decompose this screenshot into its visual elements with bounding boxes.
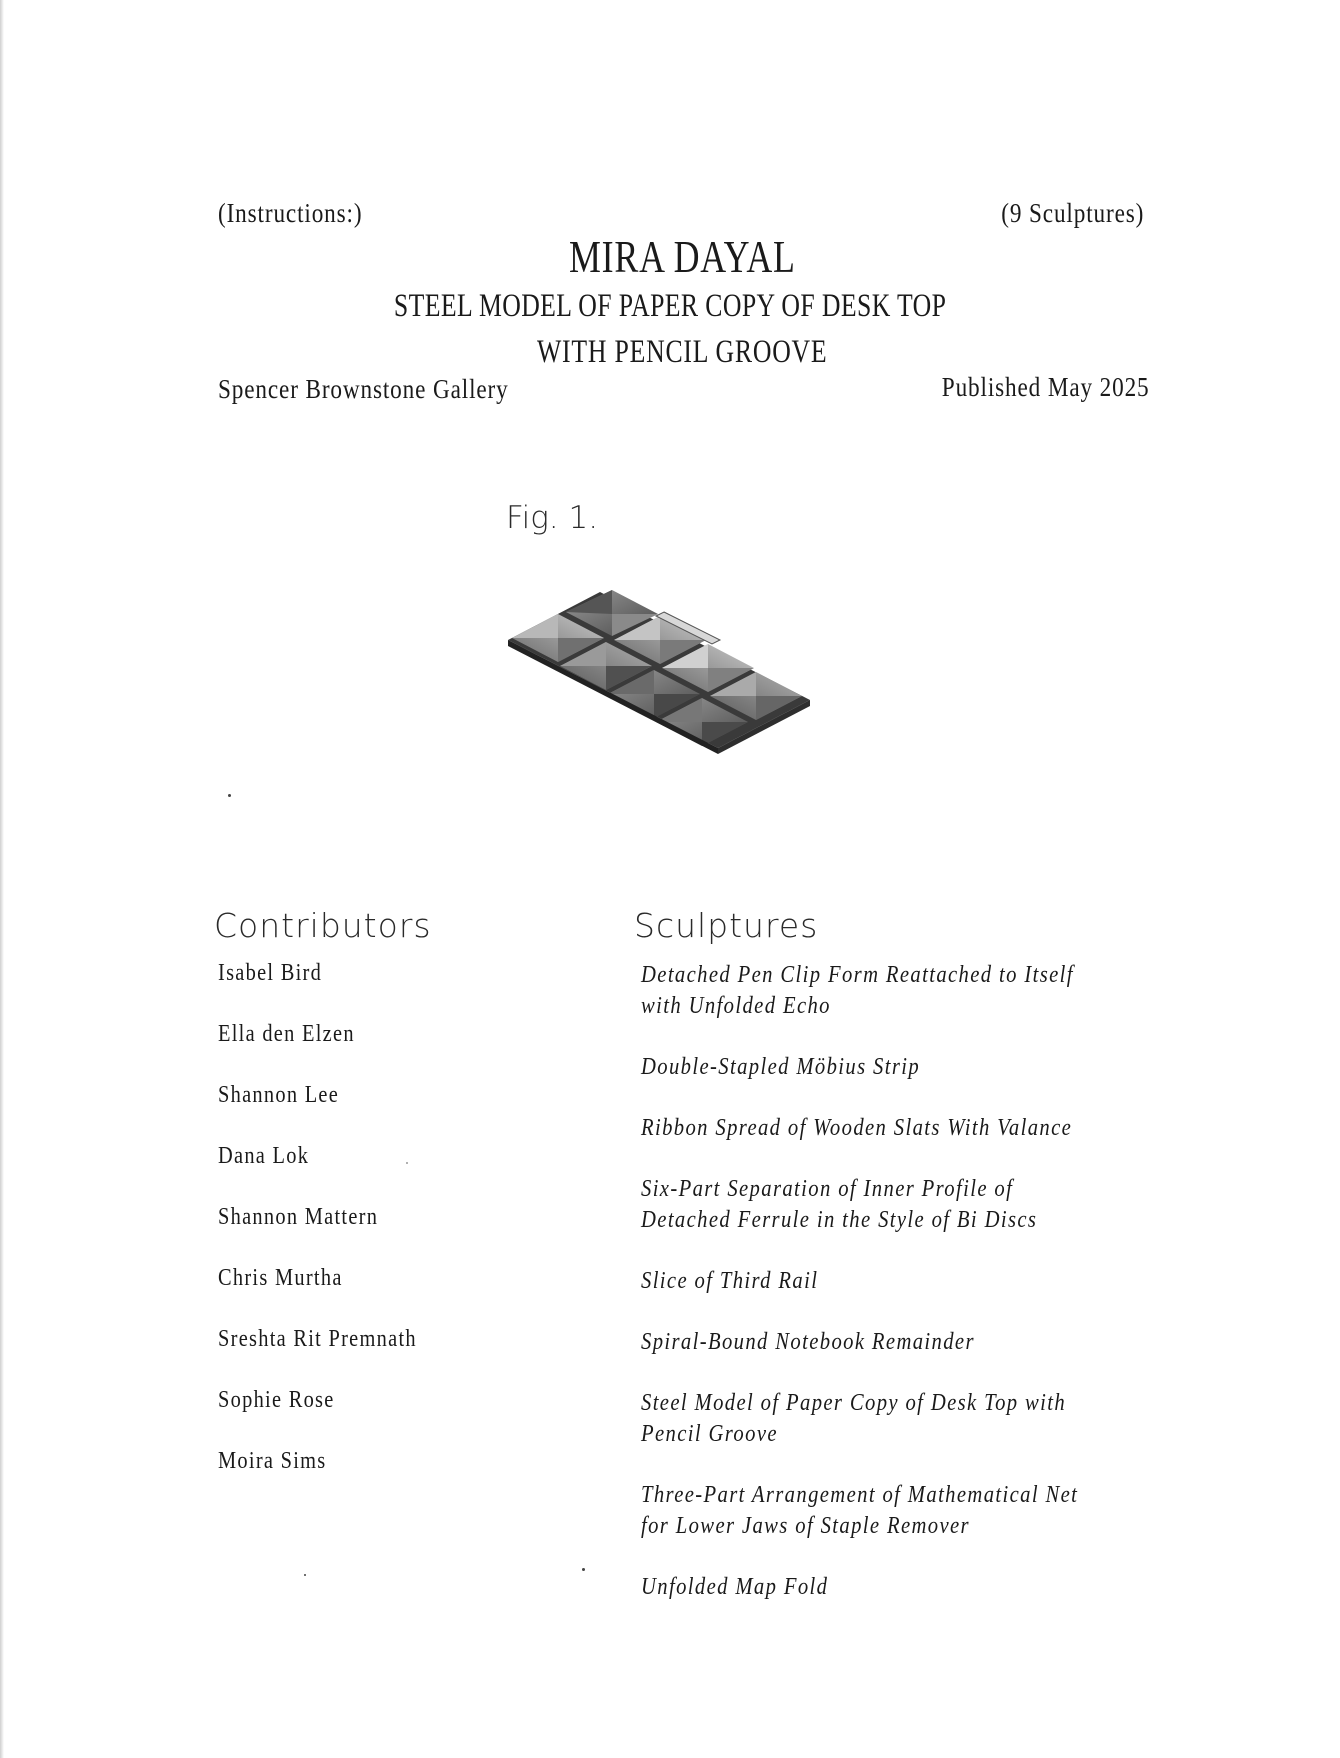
list-item: Slice of Third Rail [641,1268,819,1294]
artist-name: MIRA DAYAL [568,231,796,282]
scan-speck [582,1568,585,1571]
list-item: Six-Part Separation of Inner Profile of Detached Ferrule in the Style of Bi Discs [641,1176,1038,1233]
list-item: Unfolded Map Fold [641,1574,829,1600]
instructions-note: (Instructions:) [218,198,363,228]
sculptures-list [641,960,1161,1612]
list-item: Ribbon Spread of Wooden Slats With Valance [641,1115,1073,1141]
publish-date: Published May 2025 [942,372,1150,402]
sculpture-count-note: (9 Sculptures) [1001,198,1144,228]
list-item: Moira Sims [218,1448,327,1474]
list-item: Ella den Elzen [218,1021,355,1047]
gallery-name: Spencer Brownstone Gallery [218,374,509,404]
steel-tile-sculpture-image [508,588,810,774]
list-item: Three-Part Arrangement of Mathematical Net for Lower Jaws of Staple Remover [641,1482,1079,1539]
scan-edge-shadow [0,0,4,1758]
list-item: Spiral-Bound Notebook Remainder [641,1329,975,1355]
sculptures-heading: Sculptures [634,906,819,945]
contributors-list [218,960,452,1509]
list-item: Sreshta Rit Premnath [218,1326,417,1352]
list-item: Isabel Bird [218,960,323,986]
contributors-heading: Contributors [214,906,432,945]
list-item: Detached Pen Clip Form Reattached to Itself with Unfolded Echo [641,962,1074,1019]
list-item: Double-Stapled Möbius Strip [641,1054,921,1080]
figure-label: Fig. 1. [506,500,599,536]
scan-speck [406,1162,408,1164]
list-item: Dana Lok [218,1143,310,1169]
scan-speck [304,1574,306,1576]
scan-speck [228,794,231,797]
title-line-1: STEEL MODEL OF PAPER COPY OF DESK TOP [393,288,947,324]
list-item: Sophie Rose [218,1387,335,1413]
list-item: Shannon Lee [218,1082,340,1108]
list-item: Steel Model of Paper Copy of Desk Top with Pencil Groove [641,1390,1067,1447]
title-line-2: WITH PENCIL GROOVE [536,334,828,370]
list-item: Shannon Mattern [218,1204,379,1230]
list-item: Chris Murtha [218,1265,343,1291]
